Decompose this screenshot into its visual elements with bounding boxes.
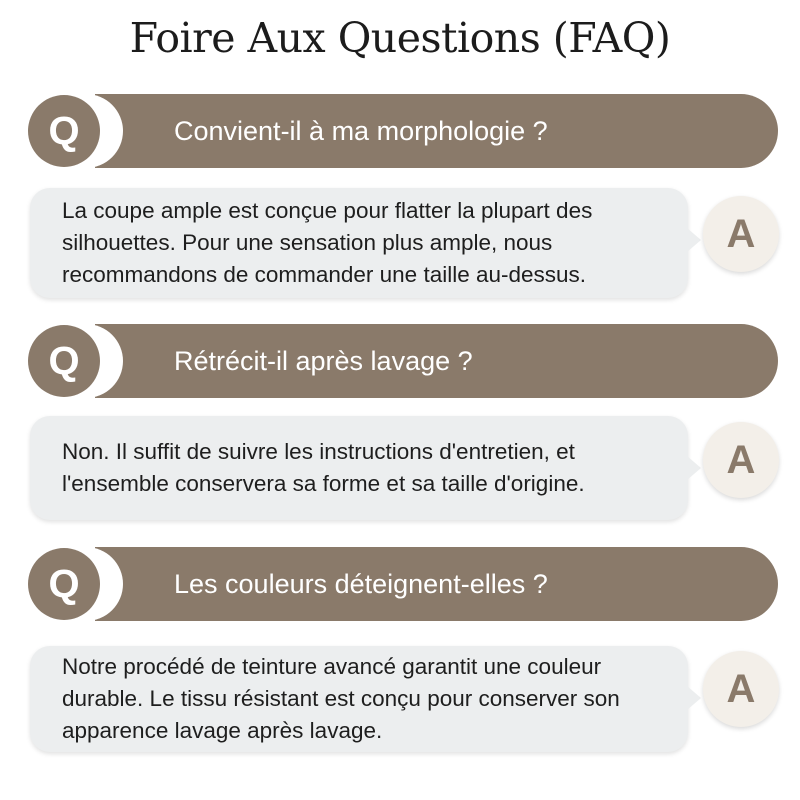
answer-text: La coupe ample est conçue pour flatter la plupart des silhouettes. Pour une sensation plus ample, nous recommandons de commander une taille au-dessus.	[62, 198, 593, 287]
question-badge-letter: Q	[48, 339, 80, 383]
question-text[interactable]: Rétrécit-il après lavage ?	[174, 346, 473, 376]
answer-card	[30, 416, 688, 520]
answer-badge-letter: A	[726, 438, 756, 482]
answer-text: Non. Il suffit de suivre les instructions d'entretien, et l'ensemble conservera sa forme et sa taille d'origine.	[62, 439, 585, 496]
question-text[interactable]: Les couleurs déteignent-elles ?	[174, 569, 548, 599]
answer-badge-letter: A	[726, 667, 756, 711]
answer-card	[30, 646, 688, 752]
question-badge-letter: Q	[48, 562, 80, 606]
faq-item	[0, 94, 800, 304]
faq-item	[0, 547, 800, 757]
faq-item	[0, 324, 800, 534]
answer-badge	[703, 196, 779, 272]
answer-badge-letter: A	[726, 212, 756, 256]
answer-badge	[703, 651, 779, 727]
answer-text: Notre procédé de teinture avancé garantit une couleur durable. Le tissu résistant est conçu pour conserver son apparence lavage après lavage.	[62, 654, 620, 743]
question-badge	[28, 95, 100, 167]
answer-badge	[703, 422, 779, 498]
question-badge-letter: Q	[48, 109, 80, 153]
question-badge	[28, 325, 100, 397]
question-badge	[28, 548, 100, 620]
answer-card	[30, 188, 688, 298]
page-title: Foire Aux Questions (FAQ)	[129, 14, 671, 62]
question-text[interactable]: Convient-il à ma morphologie ?	[174, 116, 548, 146]
